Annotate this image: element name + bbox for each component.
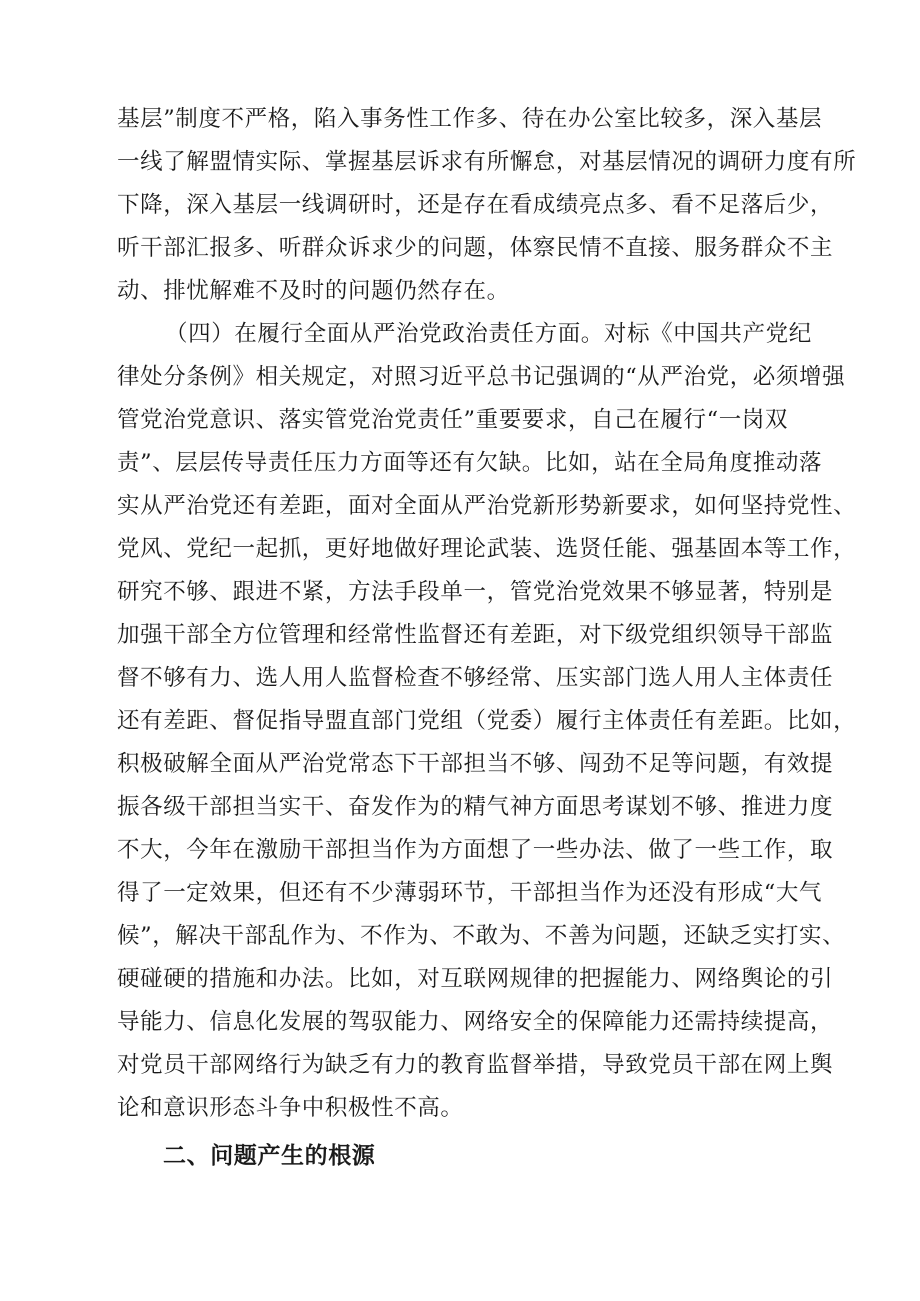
text-line: 实从严治党还有差距，面对全面从严治党新形势新要求，如何坚持党性、 <box>117 493 857 519</box>
text-line: 振各级干部担当实干、奋发作为的精气神方面思考谋划不够、推进力度 <box>117 794 834 820</box>
text-line: 对党员干部网络行为缺乏有力的教育监督举措，导致党员干部在网上舆 <box>117 1052 834 1078</box>
text-line: 下降，深入基层一线调研时，还是存在看成绩亮点多、看不足落后少， <box>117 192 834 218</box>
text-line: 动、排忧解难不及时的问题仍然存在。 <box>117 278 510 304</box>
text-line: 律处分条例》相关规定，对照习近平总书记强调的“从严治党，必须增强 <box>117 364 846 390</box>
text-line: 导能力、信息化发展的驾驭能力、网络安全的保障能力还需持续提高， <box>117 1009 834 1035</box>
text-line: 责”、层层传导责任压力方面等还有欠缺。比如，站在全局角度推动落 <box>117 450 823 476</box>
text-line: 基层”制度不严格，陷入事务性工作多、待在办公室比较多，深入基层 <box>117 106 823 132</box>
text-line: 积极破解全面从严治党常态下干部担当不够、闯劲不足等问题，有效提 <box>117 751 834 777</box>
text-line: 党风、党纪一起抓，更好地做好理论武装、选贤任能、强基固本等工作， <box>117 536 857 562</box>
text-line: 听干部汇报多、听群众诉求少的问题，体察民情不直接、服务群众不主 <box>117 235 834 261</box>
text-line: （四）在履行全面从严治党政治责任方面。对标《中国共产党纪 <box>165 321 812 347</box>
text-line: 硬碰硬的措施和办法。比如，对互联网规律的把握能力、网络舆论的引 <box>117 966 834 992</box>
text-line: 管党治党意识、落实管党治党责任”重要要求，自己在履行“一岗双 <box>117 407 789 433</box>
text-line: 督不够有力、选人用人监督检查不够经常、压实部门选人用人主体责任 <box>117 665 834 691</box>
text-line: 候”，解决干部乱作为、不作为、不敢为、不善为问题，还缺乏实打实、 <box>117 923 846 949</box>
section-heading: 二、问题产生的根源 <box>163 1143 376 1169</box>
text-line: 得了一定效果，但还有不少薄弱环节，干部担当作为还没有形成“大气 <box>117 880 823 906</box>
text-line: 一线了解盟情实际、掌握基层诉求有所懈怠，对基层情况的调研力度有所 <box>117 149 857 175</box>
text-line: 加强干部全方位管理和经常性监督还有差距，对下级党组织领导干部监 <box>117 622 834 648</box>
text-line: 不大，今年在激励干部担当作为方面想了一些办法、做了一些工作，取 <box>117 837 834 863</box>
text-line: 研究不够、跟进不紧，方法手段单一，管党治党效果不够显著，特别是 <box>117 579 834 605</box>
text-line: 论和意识形态斗争中积极性不高。 <box>117 1095 464 1121</box>
text-line: 还有差距、督促指导盟直部门党组（党委）履行主体责任有差距。比如， <box>117 708 857 734</box>
